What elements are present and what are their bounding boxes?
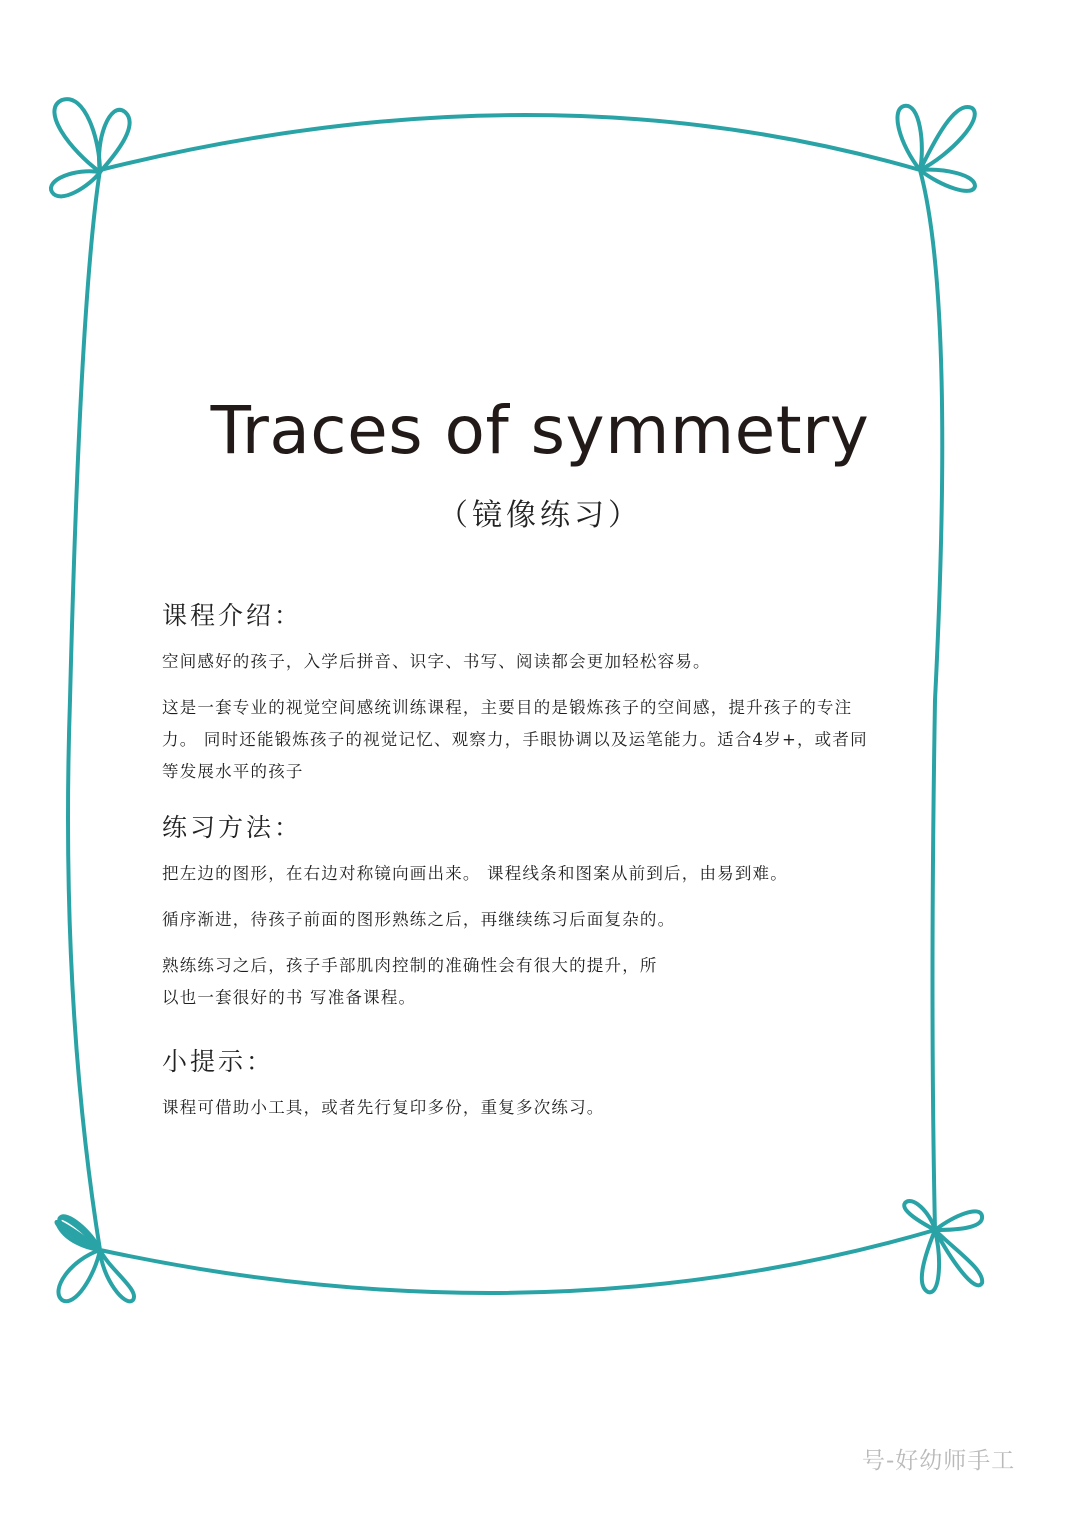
method-paragraph: 熟练练习之后，孩子手部肌肉控制的准确性会有很大的提升，所以也一套很好的书 写准备课程。 <box>162 956 658 1007</box>
section-heading-method: 练习方法： <box>162 813 303 842</box>
document-title: Traces of symmetry <box>210 392 870 469</box>
watermark: 号-好幼师手工 <box>862 1448 1016 1474</box>
section-intro <box>162 596 882 788</box>
document-subtitle: （镜像练习） <box>438 498 642 533</box>
bow-icon <box>51 99 130 196</box>
intro-paragraph: 空间感好的孩子，入学后拼音、识字、书写、阅读都会更加轻松容易。 <box>162 652 711 671</box>
method-paragraph: 循序渐进，待孩子前面的图形熟练之后，再继续练习后面复杂的。 <box>162 910 676 929</box>
intro-paragraph: 这是一套专业的视觉空间感统训练课程，主要目的是锻炼孩子的空间感，提升孩子的专注力。 同时还能锻炼孩子的视觉记忆、观察力，手眼协调以及运笔能力。适合4岁+，或者同等发展水平的孩子 <box>162 698 868 781</box>
tips-paragraph: 课程可借助小工具，或者先行复印多份，重复多次练习。 <box>162 1098 605 1117</box>
bow-icon <box>904 1201 982 1292</box>
section-tips <box>162 1042 882 1124</box>
method-paragraph: 把左边的图形，在右边对称镜向画出来。 课程线条和图案从前到后，由易到难。 <box>162 864 788 883</box>
section-heading-tips: 小提示： <box>162 1047 275 1076</box>
worksheet-content <box>162 590 882 1138</box>
section-heading-intro: 课程介绍： <box>162 601 303 630</box>
section-method <box>162 808 882 1014</box>
bow-icon <box>897 106 975 191</box>
